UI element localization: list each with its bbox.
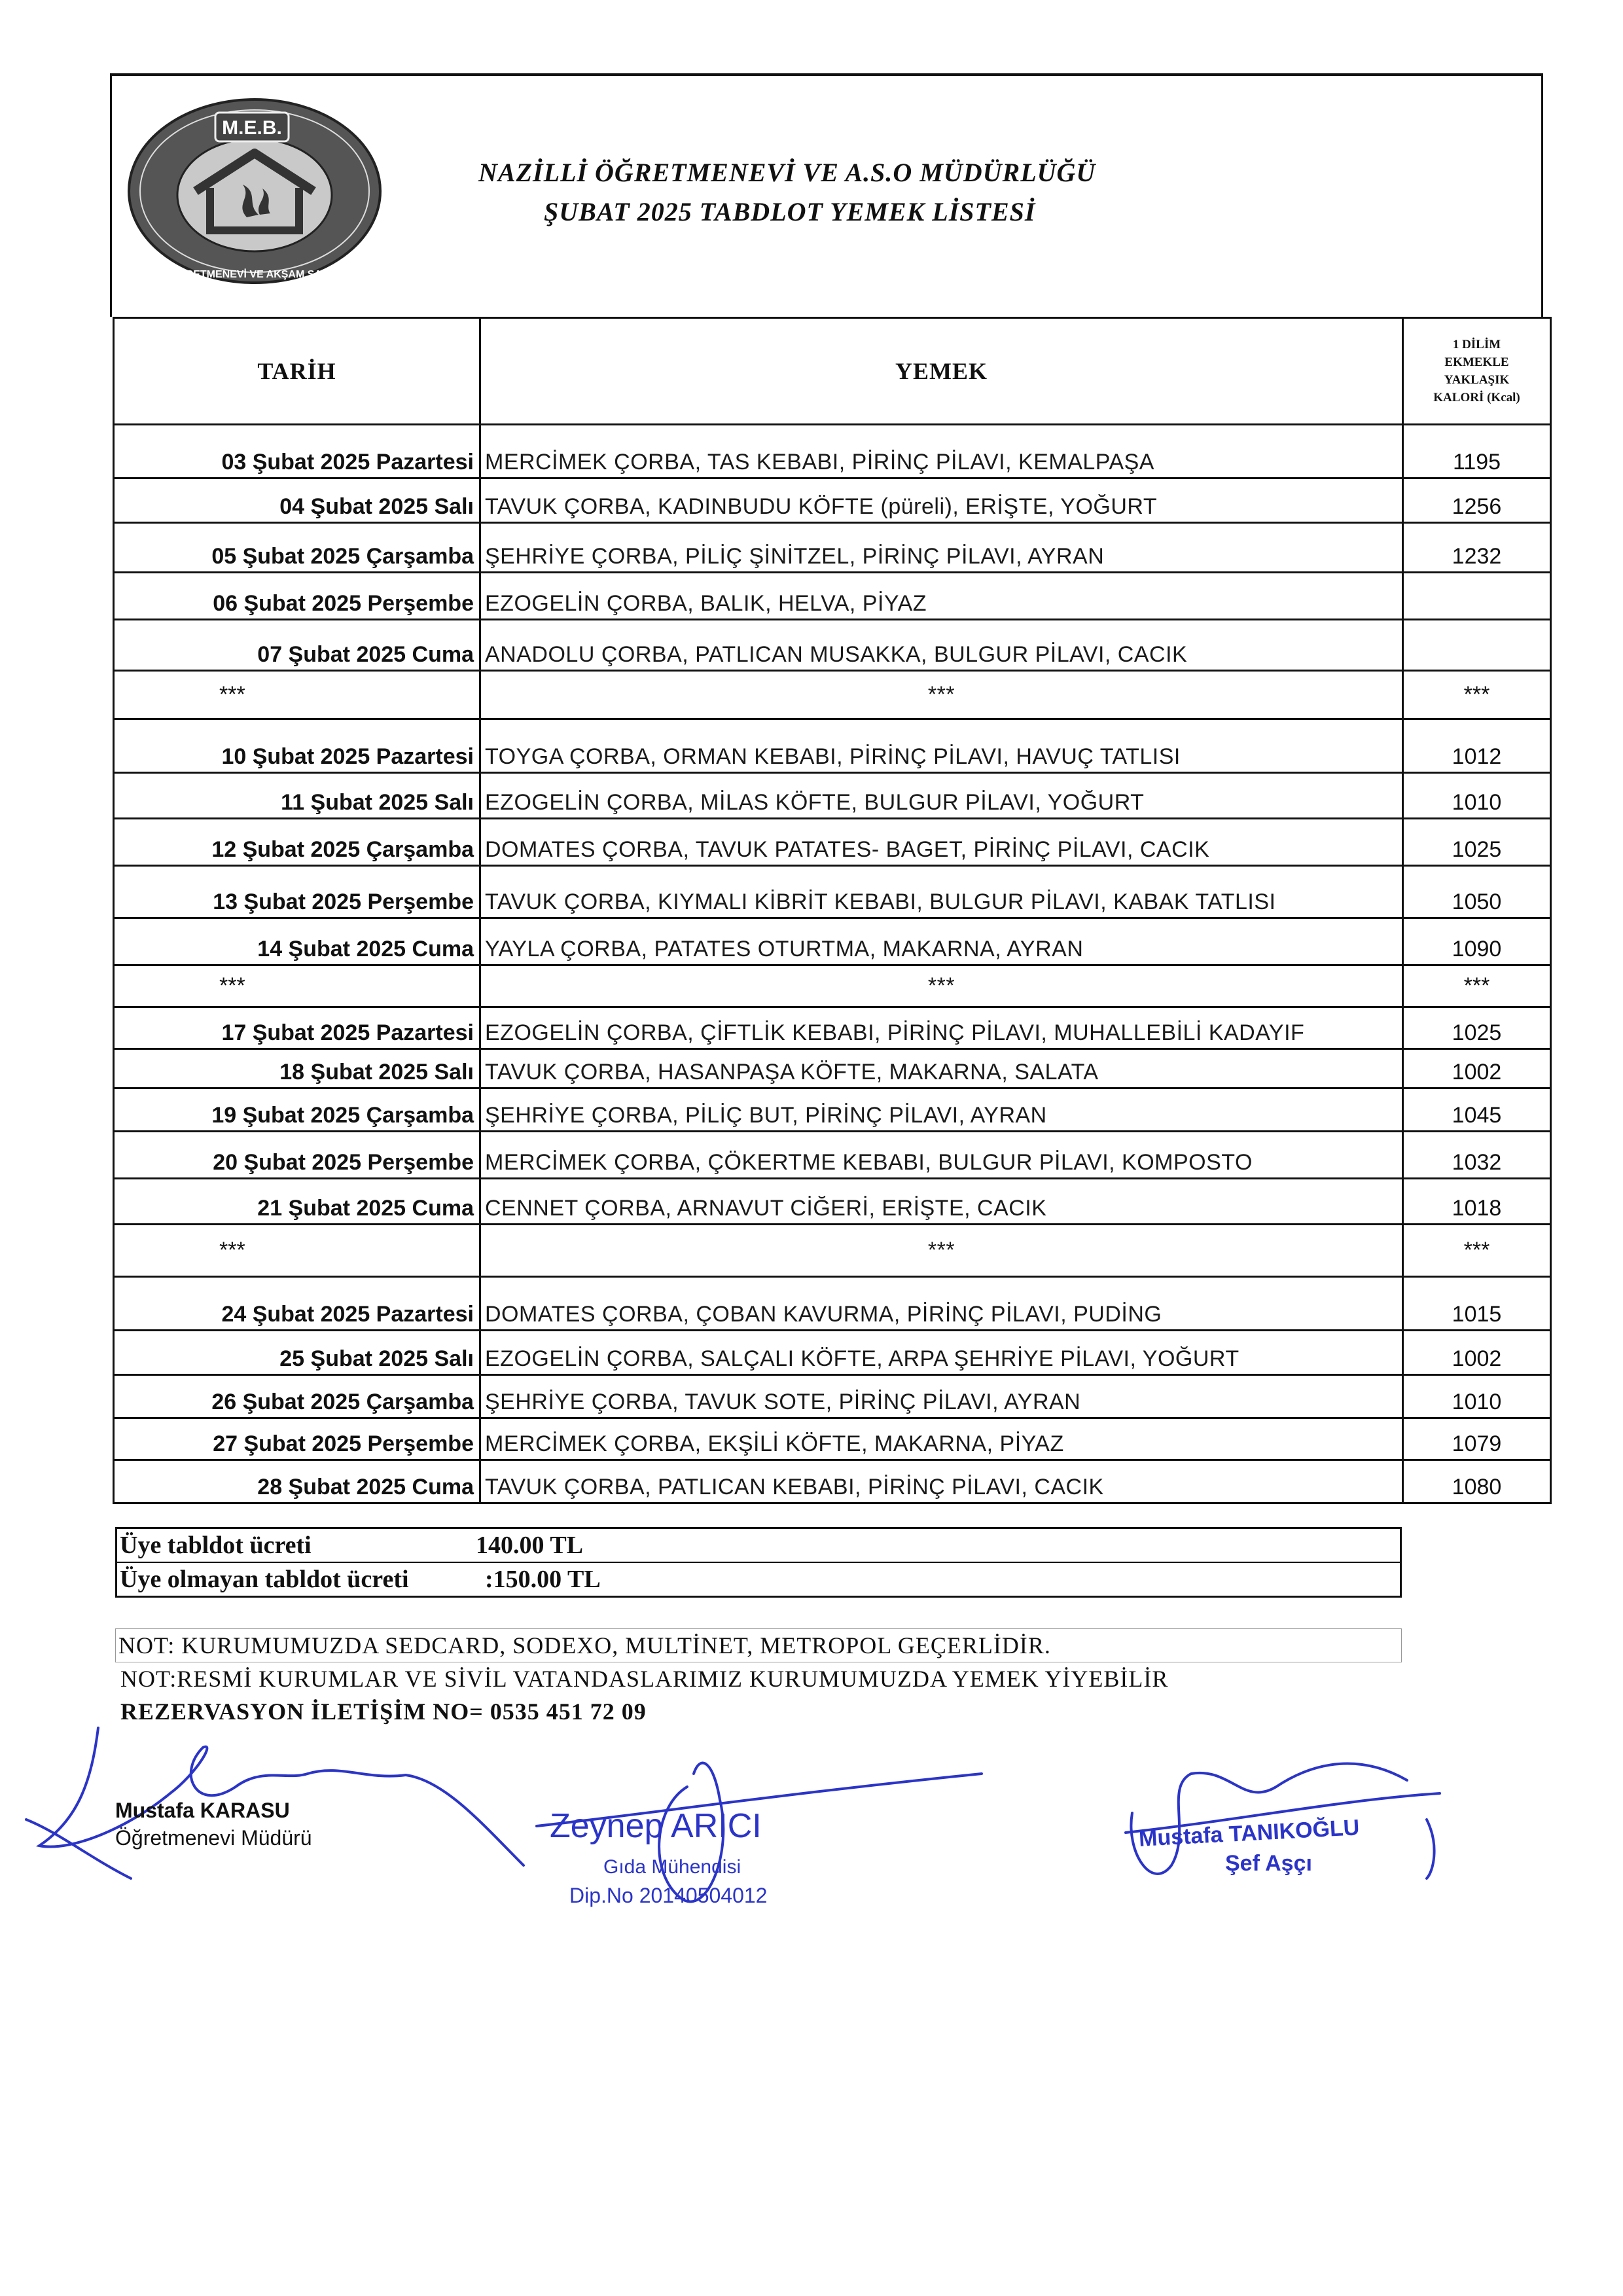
menu-row — [114, 1418, 1551, 1460]
meal-cell: MERCİMEK ÇORBA, ÇÖKERTME KEBABI, BULGUR PİLAVI, KOMPOSTO — [480, 1132, 1403, 1179]
logo-ring-text: NAZİLLİ ÖĞRETMENEVİ VE AKŞAM SANAT OKULU — [126, 269, 383, 280]
note-reservation: REZERVASYON İLETİŞİM NO= 0535 451 72 09 — [120, 1698, 647, 1725]
header-box — [110, 73, 1543, 317]
menu-row — [114, 1277, 1551, 1331]
menu-row — [114, 1460, 1551, 1503]
menu-row — [114, 719, 1551, 773]
meal-cell: MERCİMEK ÇORBA, EKŞİLİ KÖFTE, MAKARNA, PİYAZ — [480, 1418, 1403, 1460]
calorie-cell: 1079 — [1403, 1418, 1551, 1460]
calories-header-line: YAKLAŞIK — [1444, 373, 1510, 387]
meal-cell: EZOGELİN ÇORBA, ÇİFTLİK KEBABI, PİRİNÇ PİLAVI, MUHALLEBİLİ KADAYIF — [480, 1007, 1403, 1049]
meal-cell: TAVUK ÇORBA, PATLICAN KEBABI, PİRİNÇ PİLAVI, CACIK — [480, 1460, 1403, 1503]
menu-row — [114, 1375, 1551, 1418]
calorie-cell: 1080 — [1403, 1460, 1551, 1503]
meal-cell: DOMATES ÇORBA, ÇOBAN KAVURMA, PİRİNÇ PİLAVI, PUDİNG — [480, 1277, 1403, 1331]
separator-row — [114, 671, 1551, 719]
meal-cell: CENNET ÇORBA, ARNAVUT CİĞERİ, ERİŞTE, CACIK — [480, 1179, 1403, 1225]
meal-cell: TAVUK ÇORBA, KADINBUDU KÖFTE (püreli), ERİŞTE, YOĞURT — [480, 478, 1403, 523]
calorie-cell: 1090 — [1403, 918, 1551, 965]
member-price-row — [117, 1529, 1400, 1562]
calorie-cell: 1025 — [1403, 1007, 1551, 1049]
date-cell: 03 Şubat 2025 Pazartesi — [114, 425, 480, 478]
calorie-cell: 1010 — [1403, 773, 1551, 819]
menu-row — [114, 1331, 1551, 1375]
chef-stamp-name: Mustafa TANIKOĞLU — [1138, 1815, 1361, 1852]
table-header-row — [114, 318, 1551, 425]
menu-row — [114, 819, 1551, 866]
date-cell: 10 Şubat 2025 Pazartesi — [114, 719, 480, 773]
menu-row — [114, 866, 1551, 918]
calorie-cell: 1002 — [1403, 1331, 1551, 1375]
separator-row — [114, 1225, 1551, 1277]
menu-row — [114, 523, 1551, 573]
date-cell: 17 Şubat 2025 Pazartesi — [114, 1007, 480, 1049]
calorie-cell: 1045 — [1403, 1088, 1551, 1132]
date-cell: 13 Şubat 2025 Perşembe — [114, 866, 480, 918]
menu-table-body — [114, 425, 1551, 1503]
date-cell: 07 Şubat 2025 Cuma — [114, 620, 480, 671]
meal-cell: MERCİMEK ÇORBA, TAS KEBABI, PİRİNÇ PİLAVI, KEMALPAŞA — [480, 425, 1403, 478]
price-box — [115, 1527, 1402, 1598]
date-cell: 27 Şubat 2025 Perşembe — [114, 1418, 480, 1460]
menu-row — [114, 620, 1551, 671]
menu-row — [114, 1132, 1551, 1179]
menu-row — [114, 773, 1551, 819]
calorie-cell: 1195 — [1403, 425, 1551, 478]
menu-row — [114, 918, 1551, 965]
calorie-cell: 1012 — [1403, 719, 1551, 773]
calorie-cell: 1032 — [1403, 1132, 1551, 1179]
meal-cell: DOMATES ÇORBA, TAVUK PATATES- BAGET, PİRİNÇ PİLAVI, CACIK — [480, 819, 1403, 866]
calories-header-line: 1 DİLİM — [1452, 338, 1501, 351]
calorie-cell: *** — [1403, 671, 1551, 719]
calorie-cell: 1002 — [1403, 1049, 1551, 1088]
meal-cell: ŞEHRİYE ÇORBA, TAVUK SOTE, PİRİNÇ PİLAVI, AYRAN — [480, 1375, 1403, 1418]
calorie-cell — [1403, 573, 1551, 620]
engineer-stamp-name: Zeynep ARICI — [550, 1807, 762, 1845]
date-cell: 14 Şubat 2025 Cuma — [114, 918, 480, 965]
meal-cell: ŞEHRİYE ÇORBA, PİLİÇ BUT, PİRİNÇ PİLAVI, AYRAN — [480, 1088, 1403, 1132]
meal-cell: ŞEHRİYE ÇORBA, PİLİÇ ŞİNİTZEL, PİRİNÇ PİLAVI, AYRAN — [480, 523, 1403, 573]
meal-cell: *** — [480, 671, 1403, 719]
date-cell: 28 Şubat 2025 Cuma — [114, 1460, 480, 1503]
calorie-cell: 1050 — [1403, 866, 1551, 918]
column-header-meal: YEMEK — [480, 318, 1403, 425]
calorie-cell: 1018 — [1403, 1179, 1551, 1225]
date-cell: *** — [114, 965, 480, 1007]
column-header-calories — [1403, 318, 1551, 425]
note-public: NOT:RESMİ KURUMLAR VE SİVİL VATANDASLARIMIZ KURUMUMUZDA YEMEK YİYEBİLİR — [120, 1666, 1169, 1692]
calorie-cell: 1256 — [1403, 478, 1551, 523]
document-title: NAZİLLİ ÖĞRETMENEVİ VE A.S.O MÜDÜRLÜĞÜ — [478, 158, 1096, 187]
date-cell: 06 Şubat 2025 Perşembe — [114, 573, 480, 620]
column-header-date: TARİH — [114, 318, 480, 425]
calorie-cell — [1403, 620, 1551, 671]
date-cell: 21 Şubat 2025 Cuma — [114, 1179, 480, 1225]
meal-cell: *** — [480, 1225, 1403, 1277]
meal-cell: EZOGELİN ÇORBA, MİLAS KÖFTE, BULGUR PİLAVI, YOĞURT — [480, 773, 1403, 819]
menu-row — [114, 478, 1551, 523]
calorie-cell: 1010 — [1403, 1375, 1551, 1418]
meal-cell: TAVUK ÇORBA, KIYMALI KİBRİT KEBABI, BULGUR PİLAVI, KABAK TATLISI — [480, 866, 1403, 918]
date-cell: *** — [114, 671, 480, 719]
meal-cell: *** — [480, 965, 1403, 1007]
calorie-cell: 1232 — [1403, 523, 1551, 573]
date-cell: 05 Şubat 2025 Çarşamba — [114, 523, 480, 573]
calorie-cell: 1025 — [1403, 819, 1551, 866]
logo-top-text: M.E.B. — [222, 117, 282, 139]
calories-header-line: KALORİ (Kcal) — [1433, 391, 1520, 404]
date-cell: 11 Şubat 2025 Salı — [114, 773, 480, 819]
date-cell: 20 Şubat 2025 Perşembe — [114, 1132, 480, 1179]
menu-table — [113, 317, 1552, 1504]
date-cell: 12 Şubat 2025 Çarşamba — [114, 819, 480, 866]
nonmember-price-label: Üye olmayan tabldot ücreti — [120, 1566, 409, 1593]
date-cell: 04 Şubat 2025 Salı — [114, 478, 480, 523]
menu-row — [114, 573, 1551, 620]
separator-row — [114, 965, 1551, 1007]
manager-name: Mustafa KARASU — [115, 1799, 290, 1822]
meb-logo — [124, 93, 385, 289]
meal-cell: TAVUK ÇORBA, HASANPAŞA KÖFTE, MAKARNA, SALATA — [480, 1049, 1403, 1088]
engineer-stamp-reg: Dip.No 20140504012 — [569, 1884, 768, 1907]
menu-row — [114, 425, 1551, 478]
calorie-cell: *** — [1403, 965, 1551, 1007]
date-cell: 26 Şubat 2025 Çarşamba — [114, 1375, 480, 1418]
member-price-value: 140.00 TL — [476, 1532, 584, 1559]
date-cell: 24 Şubat 2025 Pazartesi — [114, 1277, 480, 1331]
engineer-stamp-title: Gıda Mühendisi — [603, 1856, 741, 1878]
date-cell: 19 Şubat 2025 Çarşamba — [114, 1088, 480, 1132]
manager-title: Öğretmenevi Müdürü — [115, 1826, 312, 1850]
date-cell: 18 Şubat 2025 Salı — [114, 1049, 480, 1088]
meal-cell: ANADOLU ÇORBA, PATLICAN MUSAKKA, BULGUR PİLAVI, CACIK — [480, 620, 1403, 671]
note-cards: NOT: KURUMUMUZDA SEDCARD, SODEXO, MULTİNET, METROPOL GEÇERLİDİR. — [115, 1628, 1402, 1662]
meal-cell: EZOGELİN ÇORBA, BALIK, HELVA, PİYAZ — [480, 573, 1403, 620]
date-cell: 25 Şubat 2025 Salı — [114, 1331, 480, 1375]
nonmember-price-value: :150.00 TL — [485, 1566, 601, 1593]
menu-row — [114, 1179, 1551, 1225]
meal-cell: YAYLA ÇORBA, PATATES OTURTMA, MAKARNA, AYRAN — [480, 918, 1403, 965]
calorie-cell: *** — [1403, 1225, 1551, 1277]
calorie-cell: 1015 — [1403, 1277, 1551, 1331]
chef-stamp-title: Şef Aşçı — [1225, 1851, 1312, 1876]
menu-row — [114, 1088, 1551, 1132]
meal-cell: EZOGELİN ÇORBA, SALÇALI KÖFTE, ARPA ŞEHRİYE PİLAVI, YOĞURT — [480, 1331, 1403, 1375]
date-cell: *** — [114, 1225, 480, 1277]
menu-row — [114, 1049, 1551, 1088]
member-price-label: Üye tabldot ücreti — [120, 1532, 312, 1559]
nonmember-price-row — [117, 1562, 1400, 1596]
meal-cell: TOYGA ÇORBA, ORMAN KEBABI, PİRİNÇ PİLAVI, HAVUÇ TATLISI — [480, 719, 1403, 773]
menu-row — [114, 1007, 1551, 1049]
calories-header-line: EKMEKLE — [1444, 355, 1509, 369]
document-subtitle: ŞUBAT 2025 TABDLOT YEMEK LİSTESİ — [544, 197, 1036, 226]
